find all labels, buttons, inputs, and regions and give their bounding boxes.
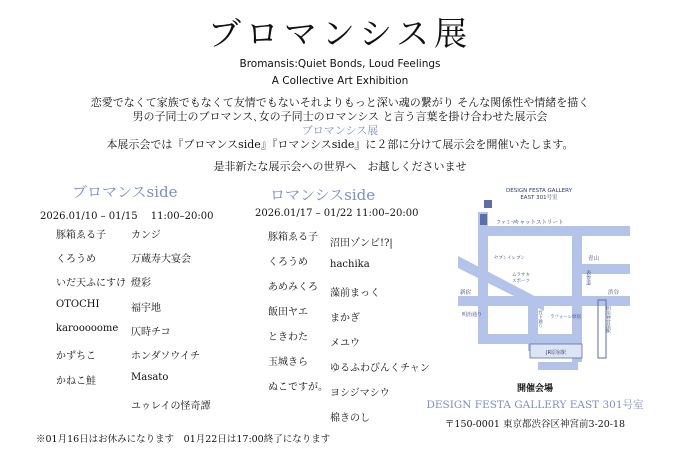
- romansis-artist: メユウ: [330, 338, 360, 349]
- intro-line-4: 本展示会では『ブロマンスside』『ロマンシスside』に２部に分けて展示会を開催いたします。: [106, 138, 574, 151]
- romansis-artist: あめみくろ: [268, 282, 318, 293]
- romansis-artist: ヨシジマシウ: [330, 388, 390, 399]
- romansis-artist: まかぎ: [330, 313, 360, 324]
- road-cat-street: [478, 226, 630, 236]
- bromance-artist: ホンダソウイチ: [131, 351, 200, 362]
- road-bottom: [478, 334, 572, 344]
- venue-label: 開催会場: [516, 384, 553, 394]
- bromance-artist: OTOCHI: [56, 299, 100, 310]
- romansis-artist: ぬこですが。: [268, 382, 328, 393]
- map-label-murasaki-2: スポーツ: [512, 279, 530, 284]
- map-gallery-label-2: EAST 301号室: [520, 195, 558, 201]
- access-map: [448, 186, 630, 380]
- venue-name: DESIGN FESTA GALLERY EAST 301号室: [426, 399, 644, 411]
- bromance-artist: かずちこ: [56, 351, 96, 362]
- gallery-marker: [484, 200, 492, 208]
- romansis-artist: ゆるふわびんくチャン: [330, 363, 430, 374]
- intro-line-3: ブロマンシス展: [301, 124, 379, 137]
- bromance-artist: 豚箱ゑる子: [56, 230, 106, 241]
- intro-line-1: 恋愛でなくて家族でもなくて友情でもないそれよりもっと深い魂の繋がり そんな関係性や情緒を描く: [90, 96, 590, 109]
- bromance-artist: Masato: [131, 372, 169, 383]
- road-meiji: [458, 296, 630, 306]
- map-label-cat-street: キャットストリート: [514, 220, 564, 226]
- gallery-building: [480, 214, 487, 225]
- romansis-artist: 飯田ヤエ: [268, 307, 308, 318]
- map-label-meiji-dori: 明治通り: [462, 312, 483, 318]
- road-omotesando: [572, 226, 582, 362]
- romansis-artist: 豚箱ゑる子: [268, 232, 318, 243]
- romansis-artist: 藻前まっく: [330, 288, 380, 299]
- map-label-shibuya: 渋谷: [608, 290, 620, 296]
- intro-line-5: 是非新たな展示会への世界へ お越しくださいませ: [213, 160, 467, 173]
- bromance-artist: 燈彩: [131, 278, 151, 289]
- bromance-artist: かねこ鮭: [56, 376, 96, 387]
- bromance-artist: 万蔵寿大宴会: [131, 254, 191, 265]
- venue-address: 〒150-0001 東京都渋谷区神宮前3-20-18: [444, 419, 626, 430]
- bromance-artist: いだ天ふにすけ: [56, 278, 126, 289]
- romansis-artist: 沼田ゾンビ!?|: [330, 238, 393, 249]
- map-label-laforet: ラフォーレ原宿: [550, 315, 582, 320]
- map-label-seven: セブンイレブン: [494, 256, 525, 261]
- romansis-artist: くろうめ: [268, 257, 308, 268]
- intro-line-2: 男の子同士のブロマンス､女の子同士のロマンシス と言う言葉を掛け合わせた展示会: [132, 110, 548, 123]
- romansis-artist: ときわた: [268, 332, 308, 343]
- map-label-shinjuku: 新宿: [460, 290, 472, 296]
- map-label-takeshita: 竹下通り: [537, 310, 543, 328]
- map-label-omotesando: 表参道: [585, 270, 591, 285]
- bromance-artist: 仄時チコ: [131, 327, 171, 338]
- jr-platform: [538, 362, 578, 370]
- bromance-artist: 福宇地: [131, 303, 161, 314]
- romansis-schedule: 2026.01/17 – 01/22 11:00–20:00: [255, 208, 419, 219]
- romansis-artist: 棉きのし: [330, 413, 370, 424]
- bromance-artist: ユゥレイの怪奇譚: [131, 401, 211, 412]
- map-gallery-label: DESIGN FESTA GALLERY: [506, 188, 572, 194]
- romansis-title: ロマンシスside: [270, 186, 376, 204]
- map-label-jr: JR原宿駅: [546, 350, 566, 356]
- subtitle-english-2: A Collective Art Exhibition: [271, 75, 409, 87]
- bromance-schedule: 2026.01/10 – 01/15 11:00–20:00: [40, 211, 214, 222]
- bromance-title: ブロマンスside: [72, 183, 178, 201]
- bromance-artist: カンジ: [131, 230, 161, 241]
- map-label-murasaki: ムラサキ: [512, 273, 530, 278]
- page-title: ブロマンシス展: [207, 14, 473, 53]
- map-label-meiji-station: 明治神宮前駅: [605, 306, 611, 333]
- romansis-artist: 玉城きら: [268, 357, 308, 368]
- bromance-artist: karooooome: [56, 323, 119, 334]
- map-label-aoyama: 青山: [588, 256, 600, 262]
- schedule-note: ※01月16日はお休みになります 01月22日は17:00終了になります: [36, 434, 331, 445]
- map-label-familymart: ファミマ: [496, 220, 516, 226]
- bromance-artist: くろうめ: [56, 254, 96, 265]
- romansis-artist: hachika: [330, 259, 370, 270]
- subtitle-english: Bromansis:Quiet Bonds, Loud Feelings: [239, 58, 441, 70]
